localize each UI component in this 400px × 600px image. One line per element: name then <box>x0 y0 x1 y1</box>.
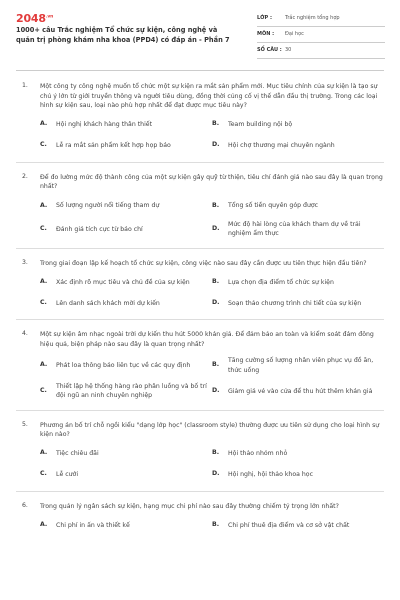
meta-value: Trắc nghiệm tổng hợp <box>285 14 340 21</box>
option-letter: D. <box>212 470 220 478</box>
option-text: Phát loa thông báo liên tục về các quy định <box>56 362 191 370</box>
option-c[interactable] <box>40 382 212 401</box>
option-text: Tổng số tiền quyên góp được <box>228 202 319 210</box>
option-c[interactable] <box>40 139 212 153</box>
options <box>40 518 384 539</box>
option-c[interactable] <box>40 296 212 310</box>
question-text: Một công ty công nghệ muốn tổ chức một sự kiện ra mắt sản phẩm mới. Mục tiêu chính của sự kiện là tạo sự chú ý lớn từ giới truyền thông và người tiêu dùng, đồng thời củng cố vị thế dẫn đầu thị trường. Trong các loại hình sự kiện sau, loại nào phù hợp nhất để đạt được mục tiêu này? <box>40 83 378 110</box>
option-text: Tăng cường số lượng nhân viên phục vụ đồ ăn, thức uống <box>228 357 374 374</box>
meta-value: 30 <box>285 46 292 53</box>
option-letter: C. <box>40 470 47 478</box>
option-letter: B. <box>212 277 220 285</box>
meta-table <box>257 11 385 59</box>
option-letter: C. <box>40 386 47 394</box>
option-b[interactable] <box>212 118 384 132</box>
question-number: 5. <box>22 420 28 428</box>
option-a[interactable] <box>40 199 212 213</box>
question-number: 6. <box>22 501 28 509</box>
option-d[interactable] <box>212 468 384 482</box>
option-text: Xác định rõ mục tiêu và chủ đề của sự kiện <box>56 278 190 286</box>
option-text: Chi phí in ấn và thiết kế <box>56 521 130 529</box>
option-text: Soạn thảo chương trình chi tiết của sự kiện <box>228 299 362 307</box>
meta-value: Đại học <box>285 30 304 37</box>
option-d[interactable] <box>212 382 384 401</box>
options <box>40 118 384 160</box>
option-b[interactable] <box>212 275 384 289</box>
option-letter: A. <box>40 277 48 285</box>
option-c[interactable] <box>40 220 212 239</box>
option-text: Lựa chọn địa điểm tổ chức sự kiện <box>228 278 334 286</box>
option-letter: B. <box>212 449 220 457</box>
option-letter: C. <box>40 141 47 149</box>
option-d[interactable] <box>212 139 384 153</box>
option-a[interactable] <box>40 518 212 532</box>
option-b[interactable] <box>212 199 384 213</box>
page-title: 1000+ câu Trắc nghiệm Tổ chức sự kiện, công nghệ và quản trị phòng khám nha khoa (PPD4) có đáp án - Phần 7 <box>16 26 230 44</box>
option-text: Hội nghị khách hàng thân thiết <box>56 121 153 129</box>
option-text: Chi phí thuê địa điểm và cơ sở vật chất <box>228 521 350 529</box>
question-text: Một sự kiện âm nhạc ngoài trời dự kiến thu hút 5000 khán giả. Để đảm bảo an toàn và kiểm soát đám đông hiệu quả, biện pháp nào sau đây là quan trọng nhất? <box>40 331 374 348</box>
option-text: Hội thảo nhóm nhỏ <box>228 450 288 458</box>
options <box>40 275 384 317</box>
option-text: Thiết lập hệ thống hàng rào phân luồng và bố trí đội ngũ an ninh chuyên nghiệp <box>56 383 207 400</box>
question-1 <box>0 82 400 160</box>
meta-row-count <box>257 43 385 59</box>
option-letter: A. <box>40 120 48 128</box>
meta-label: MÔN : <box>257 30 275 37</box>
option-a[interactable] <box>40 356 212 375</box>
option-letter: B. <box>212 520 220 528</box>
header-divider <box>16 70 384 71</box>
option-c[interactable] <box>40 468 212 482</box>
meta-row-class <box>257 11 385 27</box>
option-letter: B. <box>212 120 220 128</box>
options <box>40 447 384 489</box>
question-text: Để đo lường mức độ thành công của một sự kiện gây quỹ từ thiện, tiêu chí đánh giá nào sau đây là quan trọng nhất? <box>40 173 383 191</box>
option-letter: A. <box>40 449 48 457</box>
question-6 <box>0 502 400 540</box>
option-d[interactable] <box>212 296 384 310</box>
question-number: 4. <box>22 330 28 338</box>
options <box>40 199 384 246</box>
option-text: Giảm giá vé vào cửa để thu hút thêm khán giả <box>228 387 373 395</box>
option-letter: B. <box>212 201 220 209</box>
logo-text: 2048 <box>16 12 46 25</box>
question-number: 2. <box>22 172 28 180</box>
question-text: Trong giai đoạn lập kế hoạch tổ chức sự kiện, công việc nào sau đây cần được ưu tiên thực hiện đầu tiên? <box>40 259 367 267</box>
question-3 <box>0 259 400 318</box>
option-a[interactable] <box>40 447 212 461</box>
option-letter: D. <box>212 298 220 306</box>
question-text: Phương án bố trí chỗ ngồi kiểu "dạng lớp học" (classroom style) thường được ưu tiên sử dụng cho loại hình sự kiện nào? <box>40 421 380 439</box>
option-letter: C. <box>40 298 47 306</box>
option-text: Mức độ hài lòng của khách tham dự về trải nghiệm ẩm thực <box>228 221 361 238</box>
question-divider <box>16 162 384 163</box>
option-text: Lễ ra mắt sản phẩm kết hợp họp báo <box>56 142 171 150</box>
option-text: Lễ cưới <box>56 471 79 479</box>
question-divider <box>16 491 384 492</box>
option-letter: A. <box>40 201 48 209</box>
question-5 <box>0 421 400 489</box>
option-letter: A. <box>40 520 48 528</box>
option-text: Số lượng người nổi tiếng tham dự <box>56 202 160 210</box>
option-b[interactable] <box>212 356 384 375</box>
page-header <box>0 0 400 68</box>
option-text: Team building nội bộ <box>228 121 293 129</box>
option-letter: C. <box>40 224 47 232</box>
option-text: Tiệc chiêu đãi <box>56 450 99 458</box>
option-text: Hội nghị, hội thảo khoa học <box>228 471 313 479</box>
meta-label: LỚP : <box>257 14 272 21</box>
option-letter: D. <box>212 224 220 232</box>
question-divider <box>16 248 384 249</box>
question-number: 1. <box>22 82 28 89</box>
option-letter: B. <box>212 361 220 369</box>
meta-row-subject <box>257 27 385 43</box>
question-list <box>0 82 400 539</box>
question-text: Trong quản lý ngân sách sự kiện, hạng mục chi phí nào sau đây thường chiếm tỷ trọng lớn nhất? <box>40 502 339 510</box>
option-a[interactable] <box>40 275 212 289</box>
question-divider <box>16 410 384 411</box>
option-letter: D. <box>212 141 220 149</box>
option-text: Đánh giá tích cực từ báo chí <box>56 225 143 233</box>
option-d[interactable] <box>212 220 384 239</box>
question-divider <box>16 319 384 320</box>
option-b[interactable] <box>212 518 384 532</box>
option-text: Hội chợ thương mại chuyên ngành <box>228 142 335 150</box>
logo-suffix: .vn <box>45 14 54 20</box>
meta-label: SỐ CÂU : <box>257 46 282 53</box>
option-text: Lên danh sách khách mời dự kiến <box>56 299 160 307</box>
option-letter: D. <box>212 386 220 394</box>
site-logo[interactable] <box>16 11 53 27</box>
option-a[interactable] <box>40 118 212 132</box>
question-4 <box>0 330 400 407</box>
question-number: 3. <box>22 258 28 266</box>
question-2 <box>0 173 400 246</box>
option-letter: A. <box>40 361 48 369</box>
options <box>40 356 384 407</box>
option-b[interactable] <box>212 447 384 461</box>
